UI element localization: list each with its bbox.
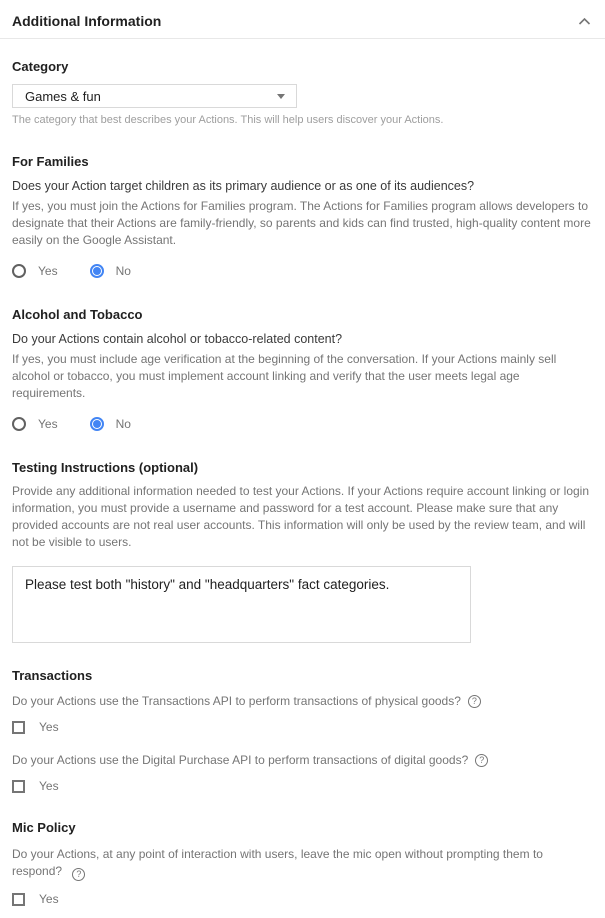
caret-down-icon [277, 94, 285, 99]
transactions-physical-checkbox-row [12, 718, 593, 736]
transactions-section [12, 669, 593, 795]
transactions-digital-question-row [12, 753, 587, 768]
mic-policy-checkbox-label[interactable]: Yes [39, 892, 59, 906]
transactions-physical-checkbox[interactable] [12, 721, 25, 734]
transactions-digital-checkbox-row [12, 777, 593, 795]
alcohol-tobacco-radio-group [12, 415, 593, 433]
category-section [12, 60, 593, 127]
category-label: Category [12, 59, 69, 74]
chevron-up-icon[interactable] [578, 17, 591, 26]
transactions-digital-checkbox[interactable] [12, 780, 25, 793]
for-families-radio-group [12, 262, 593, 280]
alcohol-tobacco-yes-label[interactable]: Yes [38, 417, 58, 431]
testing-instructions-section [12, 461, 593, 643]
for-families-yes-label[interactable]: Yes [38, 264, 58, 278]
alcohol-tobacco-yes-radio[interactable] [12, 417, 26, 431]
testing-instructions-title: Testing Instructions (optional) [12, 460, 199, 475]
alcohol-tobacco-no-label[interactable]: No [115, 417, 131, 431]
mic-policy-checkbox-row [12, 890, 593, 908]
panel-title: Additional Information [12, 13, 162, 29]
alcohol-tobacco-section [12, 308, 593, 433]
alcohol-tobacco-question: Do your Actions contain alcohol or tobacco-related content? [12, 332, 343, 346]
mic-policy-section [12, 821, 593, 908]
transactions-physical-checkbox-label[interactable]: Yes [39, 720, 59, 734]
header-divider [0, 38, 605, 39]
alcohol-tobacco-helper-text: If yes, you must include age verification at the beginning of the conversation. If your Actions mainly sell alcohol or tobacco, you must implement account linking and verify that the user meets legal age requirements. [12, 352, 557, 400]
mic-policy-question: Do your Actions, at any point of interaction with users, leave the mic open without prompting them to respond? [12, 847, 543, 878]
for-families-no-radio[interactable] [90, 264, 104, 278]
mic-policy-checkbox[interactable] [12, 893, 25, 906]
for-families-section [12, 155, 593, 280]
help-icon[interactable]: ? [475, 754, 488, 767]
testing-instructions-textarea[interactable] [12, 566, 471, 643]
for-families-helper-text: If yes, you must join the Actions for Families program. The Actions for Families program allows developers to designate that their Actions are family-friendly, so parents and kids can find trusted, high-quality content more easily on the Google Assistant. [12, 199, 591, 247]
testing-instructions-helper-text: Provide any additional information needed to test your Actions. If your Actions require account linking or login information, you must provide a username and password for a test account. Please make sure that any provided accounts are not real user accounts. This information will only be used by the review team, and will not be visible to users. [12, 484, 590, 549]
mic-policy-question-row [12, 846, 587, 881]
panel-header [12, 0, 593, 38]
help-icon[interactable]: ? [72, 868, 85, 881]
for-families-title: For Families [12, 154, 89, 169]
category-helper-text: The category that best describes your Actions. This will help users discover your Actions. [12, 114, 444, 126]
category-select[interactable] [12, 84, 297, 108]
help-icon[interactable]: ? [468, 695, 481, 708]
transactions-physical-question-row [12, 694, 587, 709]
mic-policy-title: Mic Policy [12, 820, 76, 835]
category-select-value: Games & fun [25, 88, 101, 104]
transactions-digital-checkbox-label[interactable]: Yes [39, 779, 59, 793]
transactions-physical-question: Do your Actions use the Transactions API to perform transactions of physical goods? [12, 694, 461, 708]
for-families-question: Does your Action target children as its primary audience or as one of its audiences? [12, 179, 475, 193]
alcohol-tobacco-title: Alcohol and Tobacco [12, 307, 143, 322]
for-families-no-label[interactable]: No [115, 264, 131, 278]
transactions-digital-question: Do your Actions use the Digital Purchase API to perform transactions of digital goods? [12, 753, 469, 767]
for-families-yes-radio[interactable] [12, 264, 26, 278]
alcohol-tobacco-no-radio[interactable] [90, 417, 104, 431]
transactions-title: Transactions [12, 668, 93, 683]
